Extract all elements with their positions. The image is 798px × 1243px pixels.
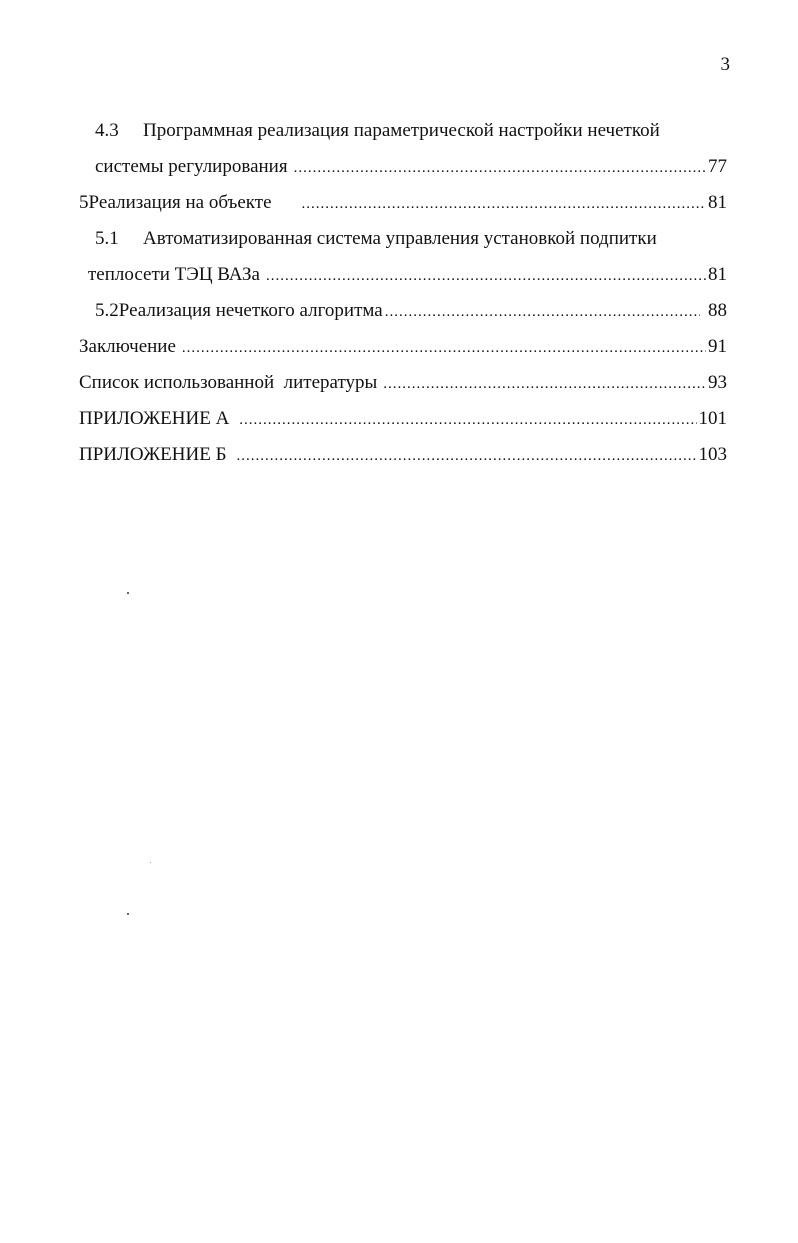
- toc-entry-page: 91: [708, 336, 727, 357]
- scan-speck: [127, 592, 129, 594]
- toc-entry-number: 4.3: [95, 120, 119, 141]
- toc-entry-5-1-line1: [95, 225, 735, 253]
- toc-leader-dots: [302, 190, 706, 218]
- toc-entry-title: ПРИЛОЖЕНИЕ А: [79, 408, 230, 429]
- toc-entry-number: 5.1: [95, 228, 119, 249]
- toc-leader-dots: [266, 262, 706, 290]
- toc-entry-title: ПРИЛОЖЕНИЕ Б: [79, 444, 227, 465]
- toc-entry-page: 77: [708, 156, 727, 177]
- toc-entry-title: Автоматизированная система управления установкой подпитки: [143, 228, 657, 249]
- toc-entry-page: 88: [708, 300, 727, 321]
- toc-entry-5-2: [95, 297, 727, 325]
- toc-entry-title-continued: системы регулирования: [95, 156, 288, 177]
- toc-entry-title: Реализация нечеткого алгоритма: [118, 300, 383, 321]
- scan-speck: [150, 862, 151, 863]
- toc-entry-page: 81: [708, 264, 727, 285]
- toc-entry-title: Программная реализация параметрической настройки нечеткой: [143, 120, 660, 141]
- toc-entry-title-continued: теплосети ТЭЦ ВАЗа: [88, 264, 260, 285]
- toc-entry-5-1-line2: [88, 261, 727, 289]
- toc-leader-dots: [383, 370, 706, 398]
- toc-entry-title: Реализация на объекте: [88, 192, 272, 213]
- toc-entry-appendix-b: [79, 441, 727, 469]
- toc-entry-appendix-a: [79, 405, 727, 433]
- toc-entry-title: Заключение: [79, 336, 176, 357]
- toc-entry-bibliography: [79, 369, 727, 397]
- toc-leader-dots: [385, 298, 700, 326]
- page-number: 3: [720, 54, 730, 75]
- toc-leader-dots: [236, 442, 696, 470]
- toc-leader-dots: [294, 154, 706, 182]
- toc-entry-page: 103: [698, 444, 727, 465]
- toc-entry-5: [79, 189, 727, 217]
- toc-entry-page: 101: [698, 408, 727, 429]
- scan-speck: [127, 913, 129, 915]
- toc-leader-dots: [182, 334, 706, 362]
- toc-entry-number: 5: [79, 192, 89, 213]
- toc-entry-number: 5.2: [95, 300, 119, 321]
- toc-entry-4-3-line2: [95, 153, 727, 181]
- toc-entry-title: Список использованной литературы: [79, 372, 378, 393]
- toc-entry-page: 93: [708, 372, 727, 393]
- toc-entry-conclusion: [79, 333, 727, 361]
- toc-entry-page: 81: [708, 192, 727, 213]
- toc-leader-dots: [239, 406, 696, 434]
- toc-entry-4-3-line1: [95, 117, 735, 145]
